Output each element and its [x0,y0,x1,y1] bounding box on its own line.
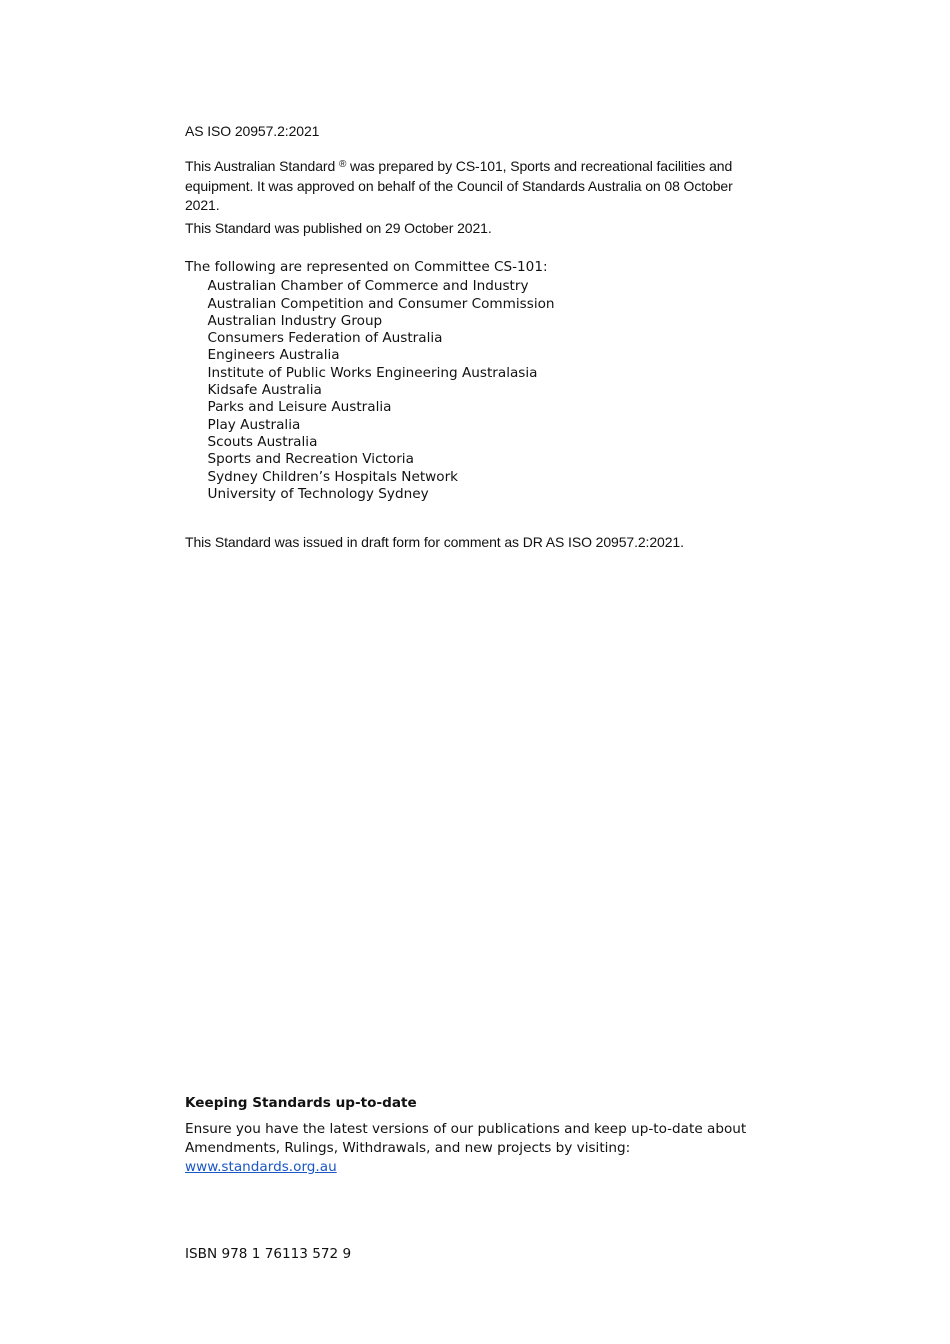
committee-member: Australian Industry Group [207,312,383,329]
preparation-text-start: This Australian Standard [185,158,336,174]
preparation-text-rest: was prepared by CS-101, Sports and recreational facilities and equipment. It was approved on behalf of the Council of Standards Australia on 08 October 2021. [185,158,733,213]
keeping-standards-text: Ensure you have the latest versions of our publications and keep up-to-date about Amendments, Rulings, Withdrawals, and new projects by visiting: [185,1121,747,1156]
committee-member: Institute of Public Works Engineering Australasia [207,364,538,381]
committee-member: Sports and Recreation Victoria [207,451,414,468]
committee-member: Australian Chamber of Commerce and Industry [207,278,529,295]
standards-website-link[interactable]: www.standards.org.au [185,1159,337,1175]
committee-member: Engineers Australia [207,347,340,364]
keeping-standards-heading: Keeping Standards up-to-date [185,1095,417,1111]
draft-statement: This Standard was issued in draft form for comment as DR AS ISO 20957.2:2021. [185,534,684,550]
committee-section [185,259,555,503]
document-identifier: AS ISO 20957.2:2021 [185,123,320,139]
committee-member: Consumers Federation of Australia [207,330,443,347]
committee-member: Australian Competition and Consumer Commission [207,295,555,312]
keeping-standards-body [185,1120,765,1177]
committee-member: Scouts Australia [207,433,318,450]
committee-member: Play Australia [207,416,301,433]
committee-member: Kidsafe Australia [207,382,322,399]
committee-member-list [185,278,555,503]
committee-member: Sydney Children’s Hospitals Network [207,468,459,485]
registered-mark: ® [338,159,347,170]
committee-member: University of Technology Sydney [207,485,429,502]
preparation-statement [185,155,745,216]
committee-member: Parks and Leisure Australia [207,399,392,416]
isbn-number: ISBN 978 1 76113 572 9 [185,1246,352,1262]
committee-intro: The following are represented on Committee CS-101: [185,259,548,275]
publication-statement: This Standard was published on 29 October 2021. [185,220,492,236]
